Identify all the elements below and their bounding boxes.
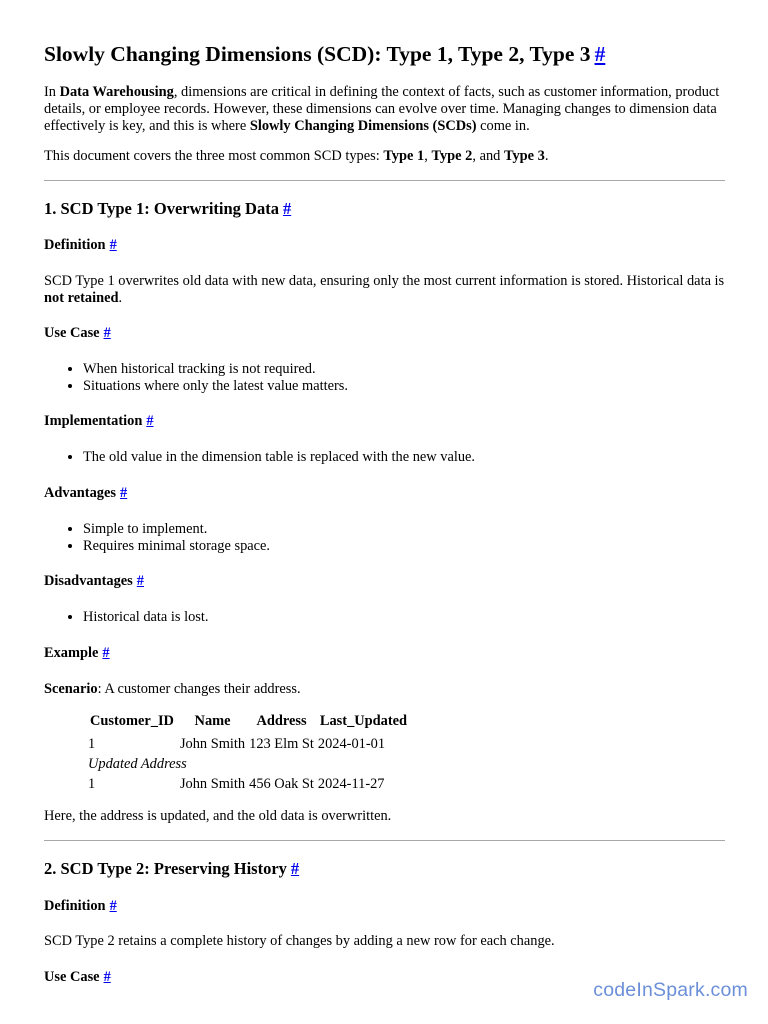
list-item: • Situations where only the latest value matters. [83,378,723,395]
subheading-definition: Definition # [44,898,117,914]
use-case-list [44,361,723,395]
list-item: • Historical data is lost. [83,609,723,626]
intro-paragraph: In Data Warehousing, dimensions are critical in defining the context of facts, such as customer information, product details, or employee records. However, these dimensions can evolve over time. Managing changes to dimension data effectively is key, and this is where Slowly Changing Dimensions (SCDs) come in. [44,84,720,134]
subheading-example: Example # [44,645,110,661]
definition-paragraph: SCD Type 2 retains a complete history of changes by adding a new row for each change. [44,933,555,949]
table-cell: 1 [88,775,96,792]
subheading-disadvantages: Disadvantages # [44,573,144,589]
anchor-link[interactable]: # [282,199,292,218]
anchor-link[interactable]: # [102,645,110,661]
subheading-use-case: Use Case # [44,969,111,985]
anchor-link[interactable]: # [119,485,128,501]
bold-text: not retained [44,290,119,306]
list-item: • Simple to implement. [83,521,723,538]
anchor-link[interactable]: # [146,413,154,429]
anchor-link[interactable]: # [594,42,606,66]
table-cell: 123 Elm St [249,735,314,752]
list-item: • When historical tracking is not required. [83,361,723,378]
definition-paragraph: SCD Type 1 overwrites old data with new data, ensuring only the most current information is stored. Historical data is not retained. [44,273,725,306]
column-header: Name [194,712,231,729]
column-header: Address [256,712,307,729]
section-heading-type2: 2. SCD Type 2: Preserving History # [44,859,300,878]
implementation-list [44,449,723,466]
section-divider [44,840,725,841]
table-cell: 456 Oak St [249,775,314,792]
table-cell: John Smith [179,775,246,792]
subheading-use-case: Use Case # [44,325,111,341]
subheading-definition: Definition # [44,237,117,253]
intro-scope-paragraph: This document covers the three most common SCD types: Type 1, Type 2, and Type 3. [44,148,549,164]
disadvantages-list [44,609,723,626]
advantages-list [44,521,723,555]
table-row [86,734,411,754]
bold-text: Scenario [44,681,98,697]
column-header: Customer_ID [90,712,174,729]
section-divider [44,180,725,181]
table-cell: 2024-11-27 [317,775,385,792]
section-heading-type1: 1. SCD Type 1: Overwriting Data # [44,199,292,218]
subheading-advantages: Advantages # [44,485,128,501]
table-cell: 1 [88,735,96,752]
anchor-link[interactable]: # [109,237,117,253]
page-title: Slowly Changing Dimensions (SCD): Type 1, Type 2, Type 3 # [44,42,606,66]
watermark-logo: codeInSpark.com [593,979,748,1001]
anchor-link[interactable]: # [103,969,111,985]
subheading-implementation: Implementation # [44,413,154,429]
bold-text: Type 2 [431,148,473,164]
anchor-link[interactable]: # [290,859,300,878]
example-table [86,711,411,794]
scenario-paragraph: Scenario: A customer changes their address. [44,681,301,697]
table-row [86,774,411,794]
table-cell: John Smith [179,735,246,752]
bold-text: Data Warehousing [59,84,174,100]
bold-text: Type 1 [383,148,425,164]
table-note-row [86,754,411,774]
list-item: • Requires minimal storage space. [83,538,723,555]
bold-text: Type 3 [503,148,545,164]
anchor-link[interactable]: # [103,325,111,341]
table-header-row [86,711,411,734]
table-cell: 2024-01-01 [317,735,386,752]
table-note: Updated Address [88,755,187,772]
anchor-link[interactable]: # [109,898,117,914]
anchor-link[interactable]: # [136,573,144,589]
example-summary: Here, the address is updated, and the old data is overwritten. [44,808,392,824]
bold-text: Slowly Changing Dimensions (SCDs) [249,118,477,134]
column-header: Last_Updated [319,712,408,729]
list-item: • The old value in the dimension table is replaced with the new value. [83,449,723,466]
